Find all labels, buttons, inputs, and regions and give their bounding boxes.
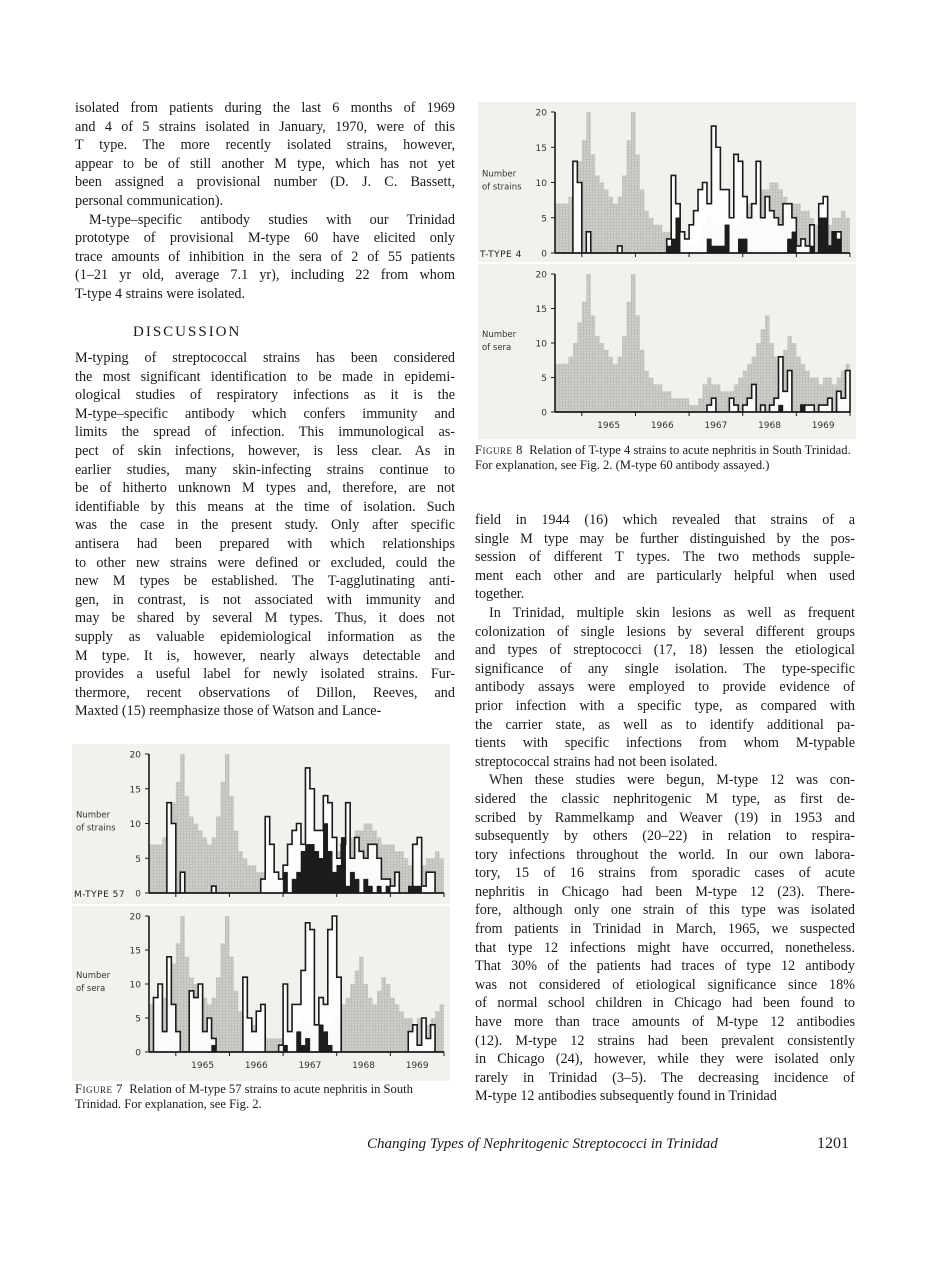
text-line: be of hitherto unknown M types and, therefore, are not (75, 480, 455, 497)
paragraph (475, 604, 855, 771)
y-axis-label: Number (76, 971, 111, 981)
panel-title: M-TYPE 57 (74, 890, 126, 900)
y-axis-label: Number (76, 810, 111, 821)
text-line: from patients in Trinidad in March, 1965, we suspected (475, 921, 855, 938)
figure-7-label: Figure 7 (75, 1082, 123, 1096)
y-axis-label: of sera (482, 343, 512, 353)
figure-8-chart-strains (478, 102, 856, 262)
y-axis-label: Number (482, 169, 517, 180)
text-line: of normal school children in Chicago had been found to (475, 995, 855, 1012)
x-tick-label: 1967 (704, 421, 728, 431)
text-line: field in 1944 (16) which revealed that strains of a (475, 512, 855, 528)
text-line: tory infections throughout the world. In our own labora- (475, 846, 855, 863)
x-tick-label: 1968 (758, 421, 781, 431)
page-number: 1201 (817, 1135, 849, 1152)
y-tick-label: 20 (129, 912, 141, 923)
text-line: antibody assays were employed to provide evidence of (475, 679, 855, 696)
section-heading-discussion: DISCUSSION (133, 324, 242, 340)
text-line: single M type may be further distinguished by the pos- (475, 530, 855, 547)
text-line: in Chicago (24), however, while they were isolated only (475, 1051, 855, 1068)
text-line: streptococcal strains had not been isolated. (475, 753, 718, 770)
text-line: subsequently by others (20–22) in relation to respira- (475, 828, 855, 845)
text-line: new M types be established. The T-agglutinating anti- (75, 573, 455, 590)
text-line: and types of streptococci (17, 18) lessen the etiological (475, 642, 855, 659)
text-line: thermore, recent observations of Dillon, Reeves, and (75, 684, 455, 701)
text-line: ment each other and are particularly helpful when used (475, 567, 855, 584)
x-tick-label: 1967 (298, 1061, 322, 1071)
running-title: Changing Types of Nephritogenic Streptococci in Trinidad (367, 1136, 718, 1152)
y-tick-label: 5 (541, 374, 547, 384)
text-line: (12). M-type 12 strains had been prevalent consistently (475, 1032, 855, 1049)
x-tick-label: 1965 (597, 421, 621, 431)
y-axis-label: of sera (76, 984, 106, 994)
y-tick-label: 5 (135, 1014, 141, 1025)
text-line: isolated from patients during the last 6 months of 1969 (75, 100, 455, 116)
text-line: to other new strains were defined or excluded, could the (75, 554, 455, 571)
y-tick-label: 20 (535, 270, 547, 281)
y-tick-label: 15 (535, 305, 547, 315)
text-line: together. (475, 586, 525, 603)
y-tick-label: 0 (135, 1048, 141, 1059)
figure-8-caption (475, 443, 855, 474)
text-line: provides a useful label for newly isolated strains. Fur- (75, 666, 455, 683)
text-line: session of different T types. The two methods supple- (475, 549, 855, 566)
y-tick-label: 10 (535, 339, 547, 350)
text-line: M-type–specific antibody which confers immunity and (75, 405, 455, 422)
text-line: tory, 15 of 16 strains from sporadic cases of acute (475, 865, 855, 882)
y-tick-label: 15 (535, 143, 547, 154)
panel-title: T-TYPE 4 (480, 250, 522, 260)
figure-7-caption (75, 1082, 455, 1113)
text-line: been assigned a provisional number (D. J. C. Bassett, (75, 174, 455, 191)
y-axis-label: of strains (76, 823, 116, 834)
x-tick-label: 1966 (244, 1061, 268, 1071)
text-line: sidered the classic nephritogenic M type, as first de- (475, 790, 855, 807)
text-line: identifiable by this means at the time of isolation. Such (75, 498, 455, 515)
figure-7-chart-sera (72, 906, 450, 1081)
text-line: have more than trace amounts of M-type 12 antibodies (475, 1014, 855, 1031)
text-line: fore, although only one strain of this type was isolated (475, 902, 855, 919)
text-line: scribed by Rammelkamp and Weaver (19) in 1953 and (475, 809, 855, 826)
y-axis-label: of strains (482, 182, 522, 193)
text-line: the most significant identification to be made in epidemi- (75, 368, 455, 385)
y-tick-label: 10 (535, 179, 547, 189)
text-line: T-type 4 strains were isolated. (75, 285, 246, 302)
x-tick-label: 1969 (811, 421, 835, 431)
paragraph (75, 349, 455, 721)
text-line: M-typing of streptococcal strains has been considered (75, 350, 455, 366)
text-line: trace amounts of inhibition in the sera of 2 of 55 patients (75, 248, 455, 265)
text-line: appear to be of still another M type, which has not yet (75, 155, 455, 172)
text-line: may be shared by several M types. Thus, it does not (75, 610, 455, 627)
text-line: That 30% of the patients had traces of type 12 antibody (475, 958, 855, 975)
text-line: (1–21 yr old, average 7.1 yr), including 22 from whom (75, 267, 455, 284)
text-line: colonization of single lesions by several different groups (475, 623, 855, 640)
y-tick-label: 0 (135, 889, 141, 900)
y-tick-label: 15 (129, 785, 141, 796)
text-line: prototype of provisional M-type 60 have elicited only (75, 230, 455, 247)
text-line: was the case in the present study. Only after specific (75, 517, 455, 534)
y-tick-label: 10 (129, 980, 141, 991)
text-line: was not considered of etiological significance since 18% (475, 976, 855, 993)
text-line: limits the spread of infection. This immunological as- (75, 424, 455, 441)
text-line: personal communication). (75, 192, 224, 209)
text-line: significance of any single isolation. The type-specific (475, 660, 855, 677)
y-tick-label: 5 (541, 214, 547, 225)
text-line: rarely in Trinidad (3–5). The decreasing incidence of (475, 1069, 855, 1086)
text-line: that type 12 infections might have occurred, nonetheless. (475, 939, 855, 956)
text-line: pect of skin infections, however, is less clear. As in (75, 442, 455, 459)
y-tick-label: 0 (541, 408, 547, 419)
text-line: prior infection with a specific type, as compared with (475, 697, 855, 714)
text-line: antisera had been prepared with which relationships (75, 535, 455, 552)
text-line: the carrier state, as well as to identify additional pa- (475, 716, 855, 733)
y-tick-label: 15 (129, 946, 141, 957)
text-line: ological studies of respiratory infections as it is the (75, 387, 455, 404)
figure-7-chart-strains (72, 744, 450, 904)
left-column-discussion-text (75, 349, 455, 721)
chart-background (72, 906, 450, 1081)
x-tick-label: 1969 (405, 1061, 429, 1071)
right-column-text (475, 511, 855, 1106)
figure-7-caption-text: Relation of M-type 57 strains to acute nephritis in South Trinidad. For explanation, see Fig. 2. (75, 1082, 413, 1112)
y-tick-label: 0 (541, 249, 547, 260)
left-column-text (75, 99, 455, 304)
figure-8-label: Figure 8 (475, 443, 523, 457)
text-line: and 4 of 5 strains isolated in January, 1970, were of this (75, 118, 455, 135)
text-line: tients with specific infections from whom M-typable (475, 735, 855, 752)
x-tick-label: 1965 (191, 1061, 215, 1071)
paragraph (475, 771, 855, 1106)
x-tick-label: 1966 (650, 421, 674, 431)
paragraph (75, 99, 455, 211)
text-line: gen, in contrast, is not associated with immunity and (75, 591, 455, 608)
text-line: nephritis in Chicago had been M-type 12 (23). There- (475, 883, 855, 900)
text-line: supply as valuable epidemiological information as the (75, 628, 455, 645)
text-line: T type. The more recently isolated strains, however, (75, 137, 455, 154)
text-line: When these studies were begun, M-type 12 was con- (489, 772, 855, 789)
paragraph (75, 211, 455, 304)
y-tick-label: 10 (129, 820, 141, 830)
x-tick-label: 1968 (352, 1061, 375, 1071)
y-tick-label: 20 (535, 108, 547, 119)
y-tick-label: 20 (129, 750, 141, 761)
paragraph (475, 511, 855, 604)
text-line: Maxted (15) reemphasize those of Watson and Lance- (75, 703, 382, 720)
text-line: M type. It is, however, nearly always detectable and (75, 647, 455, 664)
figure-8-caption-text: Relation of T-type 4 strains to acute nephritis in South Trinidad. For explanation, see Fig. 2. (M-type 60 antibody assayed.) (475, 443, 851, 473)
text-line: earlier studies, many skin-infecting strains continue to (75, 461, 455, 478)
figure-8-chart-sera (478, 264, 856, 439)
text-line: M-type–specific antibody studies with our Trinidad (89, 211, 455, 228)
y-tick-label: 5 (135, 854, 141, 865)
text-line: M-type 12 antibodies subsequently found in Trinidad (475, 1088, 777, 1105)
text-line: In Trinidad, multiple skin lesions as well as frequent (489, 604, 855, 621)
y-axis-label: Number (482, 330, 517, 340)
